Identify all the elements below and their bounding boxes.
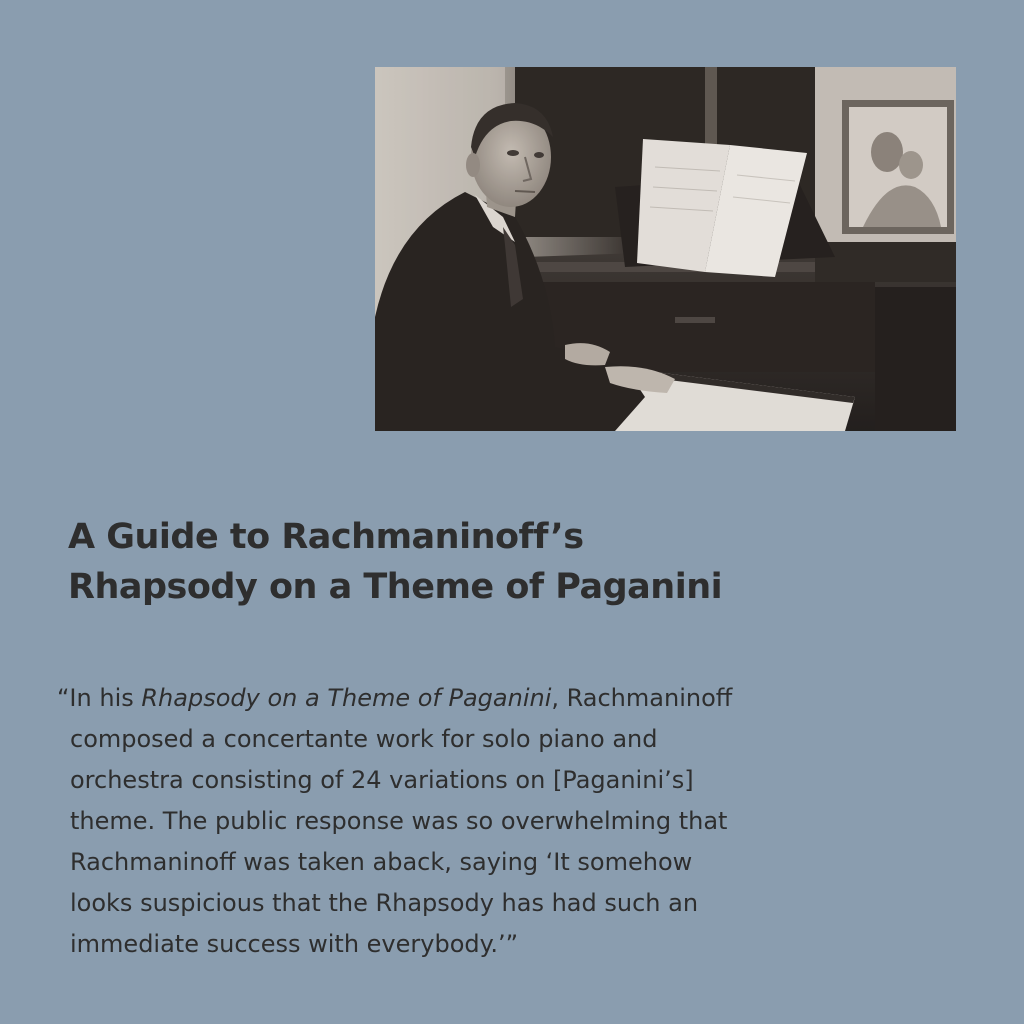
article-title <box>68 512 948 612</box>
photo-illustration <box>375 67 956 431</box>
title-line-2: Rhapsody on a Theme of Paganini <box>68 567 723 607</box>
title-line-1: A Guide to Rachmaninoff’s <box>68 517 584 557</box>
rachmaninoff-photo <box>375 67 956 431</box>
quote-line-1-rest: , Rachmaninoff <box>551 684 733 712</box>
quote-line-7: immediate success with everybody.’” <box>70 930 519 958</box>
quote-line-2: composed a concertante work for solo piano and <box>70 725 658 753</box>
quote-line-5: Rachmaninoff was taken aback, saying ‘It somehow <box>70 848 693 876</box>
quote-line-3: orchestra consisting of 24 variations on [Paganini’s] <box>70 766 694 794</box>
quote-line-1-open: “In his <box>57 684 142 712</box>
quote-line-6: looks suspicious that the Rhapsody has had such an <box>70 889 699 917</box>
quote-line-1 <box>57 678 977 719</box>
quote-line-4: theme. The public response was so overwhelming that <box>70 807 728 835</box>
quote-work-title: Rhapsody on a Theme of Paganini <box>141 684 552 712</box>
quote-block <box>57 678 977 965</box>
